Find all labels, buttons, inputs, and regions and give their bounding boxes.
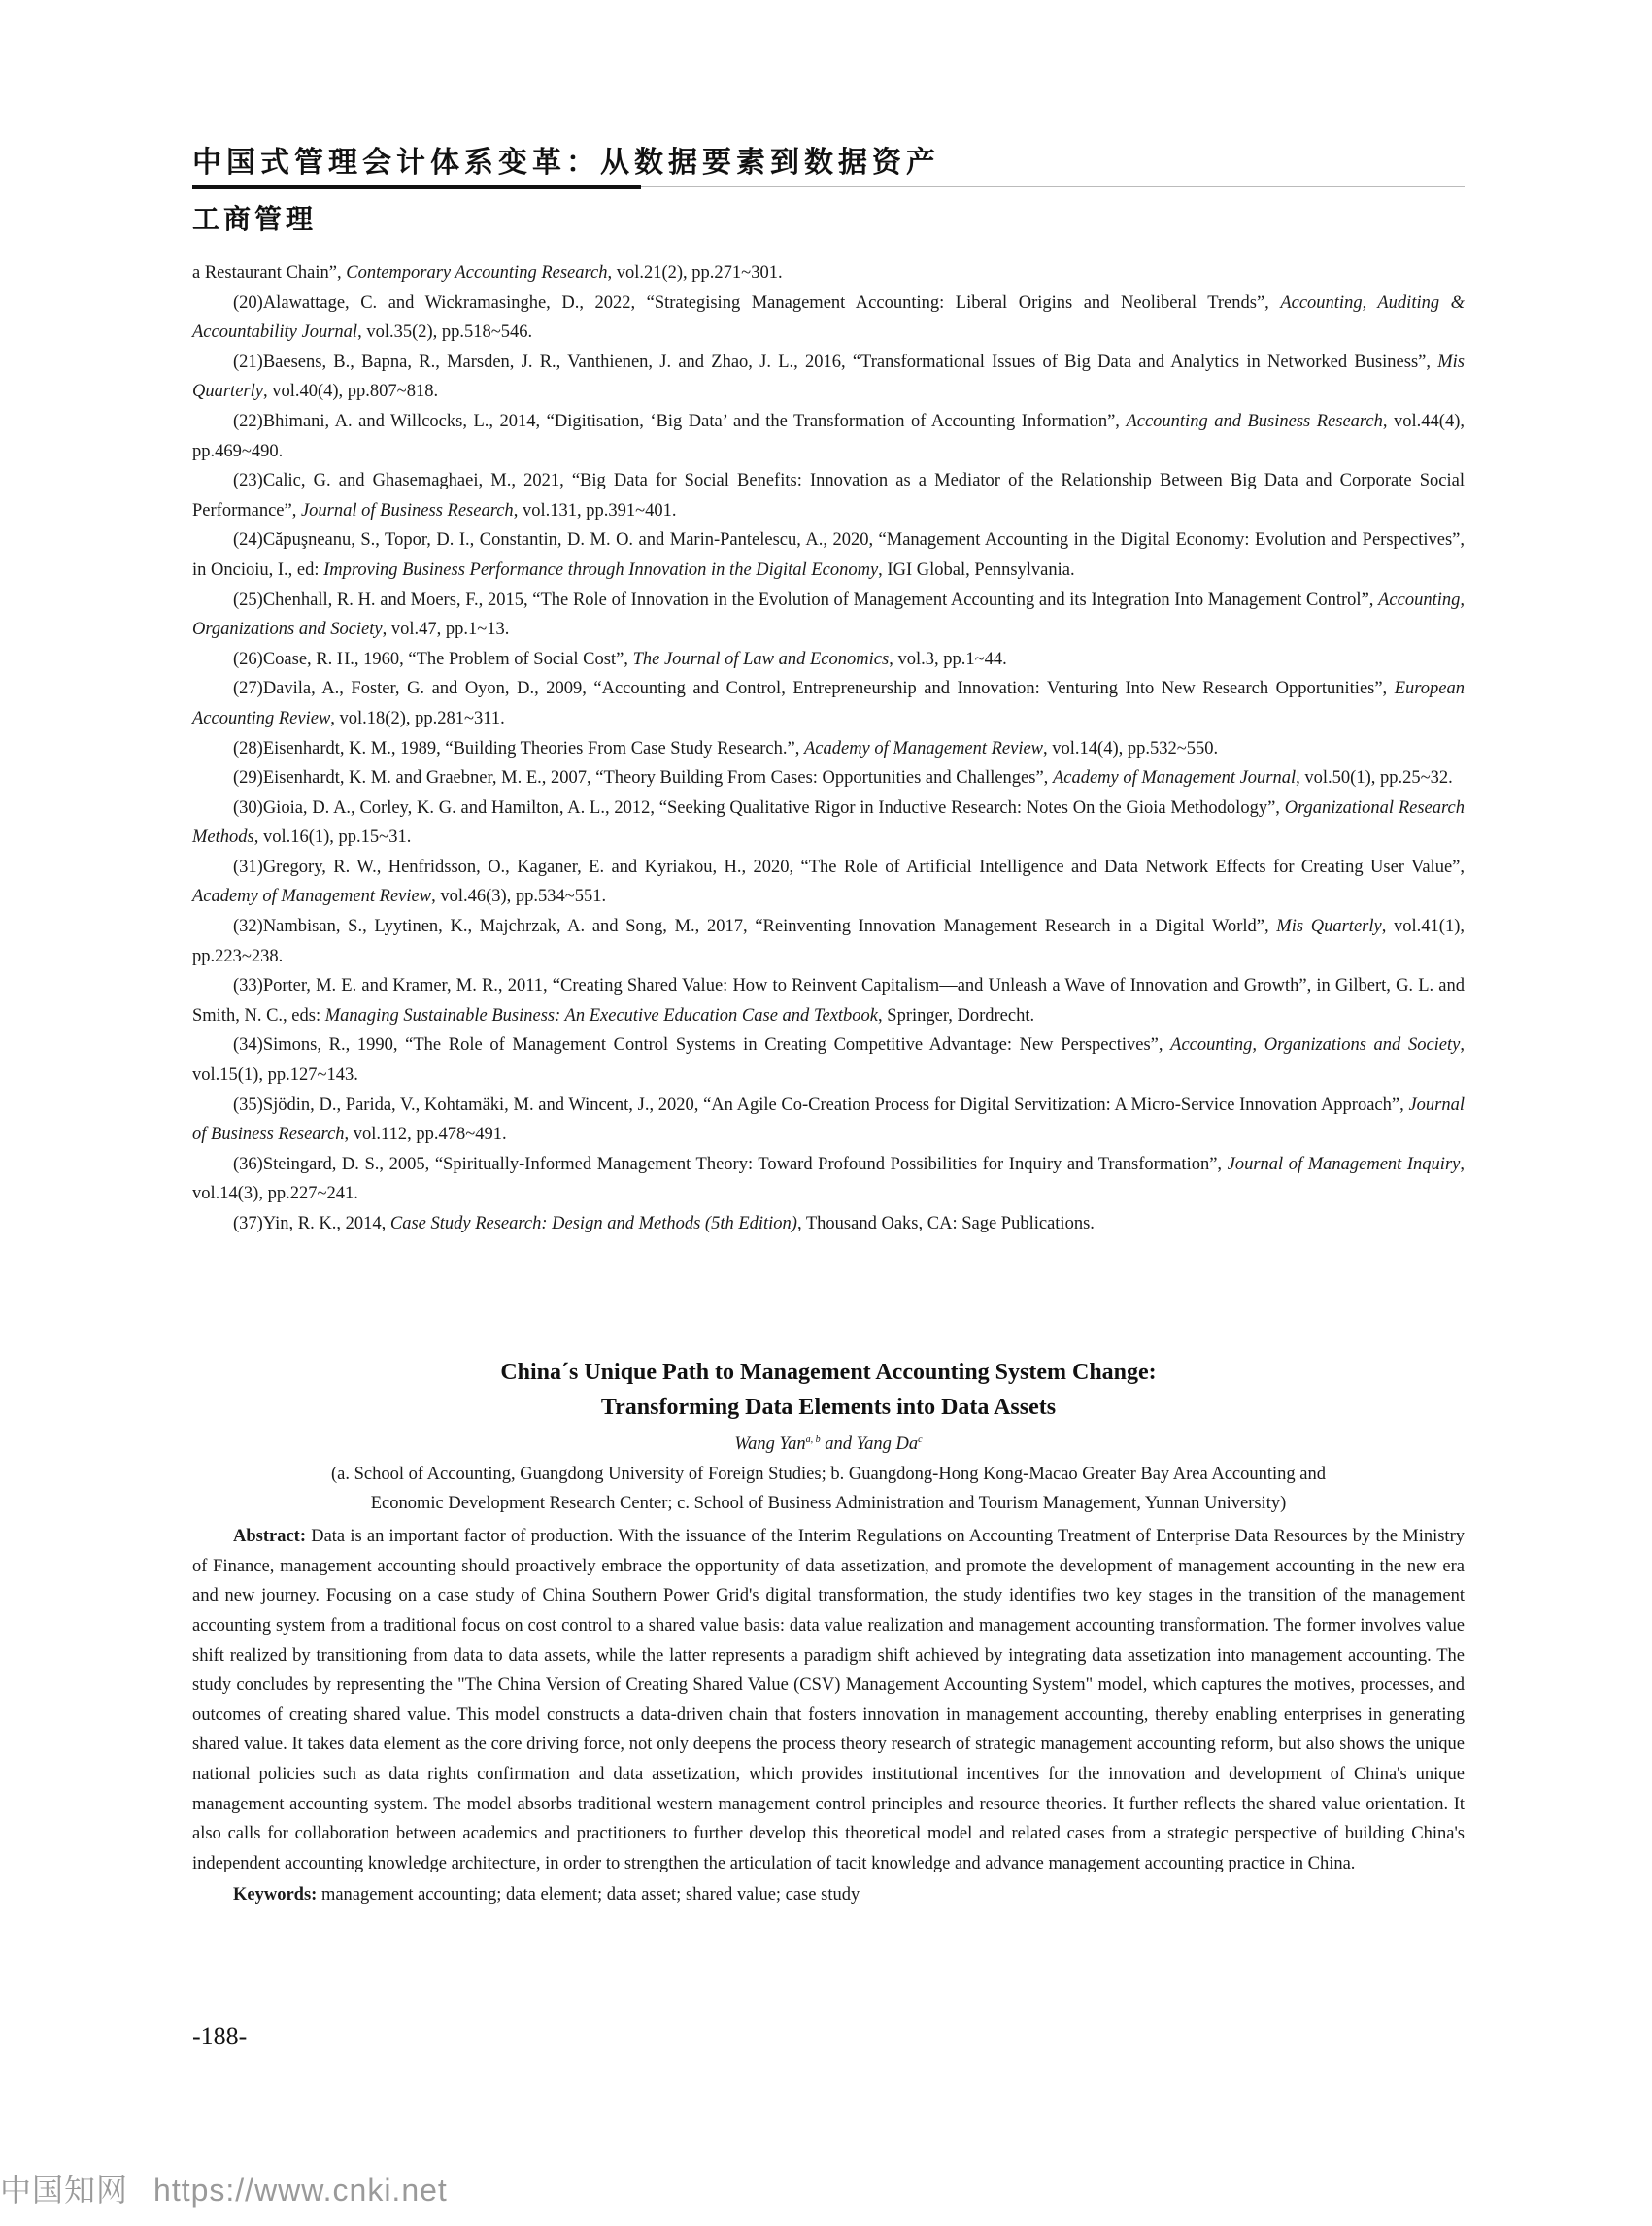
reference-journal: Managing Sustainable Business: An Executive Education Case and Textbook (324, 1005, 879, 1026)
reference-journal: Organizational Research Methods (192, 797, 1465, 848)
reference-details: , vol.44(4), pp.469~490. (192, 411, 1465, 461)
reference-details: , vol.18(2), pp.281~311. (330, 708, 505, 728)
reference-journal: Improving Business Performance through Innovation in the Digital Economy (323, 559, 879, 580)
watermark-url: https://www.cnki.net (153, 2173, 448, 2208)
reference-text: (31)Gregory, R. W., Henfridsson, O., Kaganer, E. and Kyriakou, H., 2020, “The Role of Artificial Intelligence and Data Network Effects for Creating User Value”, (233, 857, 1465, 877)
abstract-text: Data is an important factor of production. With the issuance of the Interim Regulations on Accounting Treatment of Enterprise Data Resources by the Ministry of Finance, management accounting should proactively embrace the opportunity of data assetization, and promote the development of management accounting in the new era and new journey. Focusing on a case study of China Southern Power Grid's digital transformation, the study identifies two key stages in the transition of the management accounting system from a traditional focus on cost control to a shared value basis: data value realization and management accounting transformation. The former involves value shift realized by transitioning from data to data assets, while the latter represents a paradigm shift achieved by integrating data assetization into management accounting. The study concludes by representing the "The China Version of Creating Shared Value (CSV) Management Accounting System" model, which captures the motives, processes, and outcomes of creating shared value. This model constructs a data-driven chain that fosters innovation in management accounting, thereby enabling enterprises in generating shared value. It takes data element as the core driving force, not only deepens the process theory research of strategic management accounting reform, but also shows the unique national policies such as data rights confirmation and data assetization, which provides institutional incentives for the innovation and development of China's unique management accounting system. The model absorbs traditional western management control principles and resource theories. It further reflects the shared value orientation. It also calls for collaboration between academics and practitioners to further develop this theoretical model and related cases from a strategic perspective of building China's independent accounting knowledge architecture, in order to strengthen the articulation of tacit knowledge and advance management accounting practice in China. (192, 1527, 1465, 1873)
reference-details: , vol.21(2), pp.271~301. (607, 263, 783, 283)
reference-details: , Thousand Oaks, CA: Sage Publications. (796, 1214, 1095, 1233)
keywords-label: Keywords: (233, 1885, 318, 1906)
reference-details: , Springer, Dordrecht. (878, 1005, 1035, 1026)
watermark-brand: 中国知网 (0, 2172, 129, 2209)
reference-text: (24)Căpuşneanu, S., Topor, D. I., Constantin, D. M. O. and Marin-Pantelescu, A., 2020, “Management Accounting in the Digital Economy: Evolution and Perspectives”, in Oncioiu, I., ed: (192, 530, 1465, 580)
reference-item (192, 407, 1465, 466)
author-2: Yang Da (856, 1434, 919, 1455)
reference-journal: Mis Quarterly (1276, 917, 1382, 937)
reference-text: (36)Steingard, D. S., 2005, “Spiritually-Informed Management Theory: Toward Profound Possibilities for Inquiry and Transformation”, (233, 1154, 1228, 1174)
reference-item (192, 971, 1465, 1030)
reference-text: (33)Porter, M. E. and Kramer, M. R., 2011, “Creating Shared Value: How to Reinvent Capitalism—and Unleash a Wave of Innovation and Growth”, in Gilbert, G. L. and Smith, N. C., eds: (192, 976, 1465, 1026)
header-rule-thin (641, 186, 1465, 187)
reference-text: a Restaurant Chain”, (192, 263, 347, 283)
header-rule-thick (192, 185, 641, 189)
running-title: 中国式管理会计体系变革：从数据要素到数据资产 (192, 146, 940, 180)
reference-item (192, 1091, 1465, 1150)
reference-item (192, 466, 1465, 525)
affiliation-line-1: (a. School of Accounting, Guangdong University of Foreign Studies; b. Guangdong-Hong Kong-Macao Greater Bay Area Accounting and (331, 1465, 1326, 1485)
english-abstract-block (192, 1355, 1465, 1909)
english-keywords (192, 1880, 1465, 1909)
reference-details: , vol.35(2), pp.518~546. (357, 322, 533, 343)
reference-details: , vol.50(1), pp.25~32. (1296, 768, 1453, 789)
reference-journal: Journal of Management Inquiry (1227, 1154, 1461, 1174)
english-authors (192, 1427, 1465, 1458)
reference-item (192, 853, 1465, 912)
running-header (192, 146, 1465, 236)
reference-item (192, 288, 1465, 348)
keywords-text: management accounting; data element; data asset; shared value; case study (317, 1885, 860, 1906)
reference-details: , vol.40(4), pp.807~818. (262, 382, 439, 402)
header-rule (192, 185, 1465, 189)
reference-journal: Accounting, Organizations and Society (192, 590, 1465, 640)
reference-journal: Mis Quarterly (192, 352, 1465, 402)
reference-journal: Academy of Management Journal (1052, 768, 1297, 789)
reference-text: (20)Alawattage, C. and Wickramasinghe, D., 2022, “Strategising Management Accounting: Liberal Origins and Neoliberal Trends”, (233, 292, 1281, 313)
reference-text: (28)Eisenhardt, K. M., 1989, “Building Theories From Case Study Research.”, (233, 738, 804, 759)
reference-journal: Accounting, Auditing & Accountability Journal (192, 292, 1466, 343)
reference-text: (35)Sjödin, D., Parida, V., Kohtamäki, M. and Wincent, J., 2020, “An Agile Co-Creation Process for Digital Servitization: A Micro-Service Innovation Approach”, (233, 1095, 1409, 1115)
reference-item (192, 763, 1465, 793)
reference-journal: Academy of Management Review (192, 887, 432, 907)
reference-item (192, 525, 1465, 585)
reference-item (192, 674, 1465, 733)
reference-item (192, 734, 1465, 764)
reference-list (192, 258, 1465, 1239)
cnki-watermark (0, 2166, 448, 2210)
reference-item (192, 586, 1465, 645)
reference-details: , vol.16(1), pp.15~31. (253, 827, 412, 848)
reference-text: (23)Calic, G. and Ghasemaghaei, M., 2021, “Big Data for Social Benefits: Innovation as a Mediator of the Relationship Between Big Data and Corporate Social Performance”, (192, 471, 1465, 521)
english-title (192, 1355, 1465, 1425)
reference-details: , vol.46(3), pp.534~551. (431, 887, 607, 907)
abstract-label: Abstract: (233, 1527, 307, 1547)
reference-text: (26)Coase, R. H., 1960, “The Problem of Social Cost”, (233, 649, 633, 669)
reference-details: , vol.15(1), pp.127~143. (192, 1035, 1465, 1086)
reference-text: (27)Davila, A., Foster, G. and Oyon, D., 2009, “Accounting and Control, Entrepreneurship and Innovation: Venturing Into New Research Opportunities”, (233, 679, 1395, 699)
reference-journal: The Journal of Law and Economics (632, 649, 890, 669)
reference-item (192, 348, 1465, 407)
reference-item (192, 645, 1465, 675)
reference-journal: European Accounting Review (192, 679, 1465, 728)
author-2-affil: c (918, 1434, 923, 1445)
reference-details: , vol.47, pp.1~13. (382, 620, 510, 640)
reference-text: (34)Simons, R., 1990, “The Role of Management Control Systems in Creating Competitive Advantage: New Perspectives”, (233, 1035, 1171, 1056)
reference-details: , IGI Global, Pennsylvania. (878, 559, 1075, 580)
english-title-line-1: China´s Unique Path to Management Accounting System Change: (500, 1360, 1157, 1385)
reference-text: (25)Chenhall, R. H. and Moers, F., 2015, “The Role of Innovation in the Evolution of Management Accounting and its Integration Into Management Control”, (233, 590, 1379, 610)
english-affiliations (192, 1460, 1465, 1518)
reference-journal: Journal of Business Research (300, 500, 514, 521)
author-and: and (820, 1434, 857, 1455)
reference-item (192, 793, 1465, 853)
reference-item (192, 1030, 1465, 1090)
section-name: 工商管理 (192, 203, 318, 235)
reference-details: , vol.131, pp.391~401. (513, 500, 677, 521)
reference-details: , vol.14(4), pp.532~550. (1043, 738, 1219, 759)
affiliation-line-2: Economic Development Research Center; c. School of Business Administration and Tourism Management, Yunnan University) (370, 1494, 1287, 1514)
reference-journal: Contemporary Accounting Research (346, 263, 608, 283)
reference-details: , vol.112, pp.478~491. (344, 1125, 507, 1145)
reference-details: , vol.41(1), pp.223~238. (192, 917, 1465, 966)
reference-text: (37)Yin, R. K., 2014, (233, 1214, 390, 1233)
english-title-line-2: Transforming Data Elements into Data Assets (600, 1395, 1057, 1420)
reference-journal: Journal of Business Research (192, 1095, 1465, 1145)
reference-text: (32)Nambisan, S., Lyytinen, K., Majchrzak, A. and Song, M., 2017, “Reinventing Innovation Management Research in a Digital World”, (233, 917, 1277, 937)
reference-item (192, 1209, 1465, 1239)
reference-journal: Academy of Management Review (803, 738, 1044, 759)
reference-journal: Accounting and Business Research (1126, 411, 1383, 431)
reference-text: (21)Baesens, B., Bapna, R., Marsden, J. R., Vanthienen, J. and Zhao, J. L., 2016, “Transformational Issues of Big Data and Analytics in Networked Business”, (233, 352, 1438, 372)
page-number: -188- (192, 2022, 248, 2050)
reference-item (192, 258, 1465, 288)
author-1: Wang Yan (734, 1434, 806, 1455)
reference-text: (30)Gioia, D. A., Corley, K. G. and Hamilton, A. L., 2012, “Seeking Qualitative Rigor in Inductive Research: Notes On the Gioia Methodology”, (233, 797, 1285, 818)
english-abstract (192, 1522, 1465, 1878)
reference-text: (22)Bhimani, A. and Willcocks, L., 2014, “Digitisation, ‘Big Data’ and the Transformation of Accounting Information”, (233, 411, 1127, 431)
reference-journal: Case Study Research: Design and Methods (5th Edition) (389, 1214, 797, 1233)
reference-text: (29)Eisenhardt, K. M. and Graebner, M. E., 2007, “Theory Building From Cases: Opportunities and Challenges”, (233, 768, 1053, 789)
reference-item (192, 1150, 1465, 1209)
reference-item (192, 912, 1465, 971)
author-1-affil: a, b (805, 1434, 821, 1445)
reference-details: , vol.14(3), pp.227~241. (192, 1154, 1465, 1204)
reference-journal: Accounting, Organizations and Society (1170, 1035, 1461, 1056)
reference-details: , vol.3, pp.1~44. (889, 649, 1007, 669)
